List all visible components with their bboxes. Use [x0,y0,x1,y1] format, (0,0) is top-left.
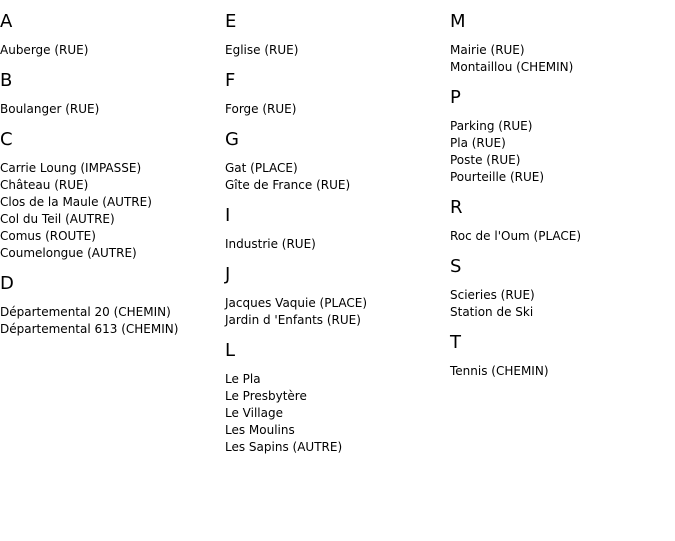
section-letter-g: G [225,129,239,150]
street-link[interactable]: Col du Teil (AUTRE) [0,212,115,226]
section-letter-p: P [450,87,461,108]
street-link[interactable]: Carrie Loung (IMPASSE) [0,161,142,175]
section-g [225,128,449,194]
street-index-column-1 [0,10,224,348]
street-link[interactable]: Château (RUE) [0,178,89,192]
street-link[interactable]: Gat (PLACE) [225,161,298,175]
section-letter-b: B [0,70,13,91]
street-link[interactable]: Eglise (RUE) [225,43,299,57]
street-link[interactable]: Roc de l'Oum (PLACE) [450,229,582,243]
street-index-column-2 [225,10,449,466]
street-link[interactable]: Auberge (RUE) [0,43,89,57]
section-letter-f: F [225,70,236,91]
section-letter-t: T [450,332,461,353]
street-link[interactable]: Les Moulins [225,423,295,437]
section-i [225,204,449,253]
section-letter-l: L [225,340,236,361]
street-link[interactable]: Coumelongue (AUTRE) [0,246,137,260]
street-link[interactable]: Poste (RUE) [450,153,521,167]
section-letter-i: I [225,205,231,226]
street-link[interactable]: Le Presbytère [225,389,307,403]
street-link[interactable]: Industrie (RUE) [225,237,316,251]
street-link[interactable]: Comus (ROUTE) [0,229,96,243]
street-link[interactable]: Le Pla [225,372,261,386]
street-link[interactable]: Le Village [225,406,283,420]
section-letter-d: D [0,273,14,294]
street-link[interactable]: Station de Ski [450,305,534,319]
section-d [0,272,224,338]
section-r [450,196,674,245]
street-link[interactable]: Pourteille (RUE) [450,170,545,184]
section-letter-s: S [450,256,462,277]
street-link[interactable]: Forge (RUE) [225,102,297,116]
section-j [225,263,449,329]
street-link[interactable]: Pla (RUE) [450,136,506,150]
street-link[interactable]: Jacques Vaquie (PLACE) [225,296,368,310]
section-b [0,69,224,118]
street-link[interactable]: Parking (RUE) [450,119,533,133]
street-link[interactable]: Montaillou (CHEMIN) [450,60,574,74]
section-letter-m: M [450,11,466,32]
street-link[interactable]: Tennis (CHEMIN) [450,364,549,378]
street-link[interactable]: Jardin d 'Enfants (RUE) [225,313,361,327]
section-e [225,10,449,59]
street-link[interactable]: Départemental 613 (CHEMIN) [0,322,179,336]
street-link[interactable]: Gîte de France (RUE) [225,178,351,192]
street-link[interactable]: Mairie (RUE) [450,43,525,57]
section-s [450,255,674,321]
section-c [0,128,224,262]
street-link[interactable]: Clos de la Maule (AUTRE) [0,195,152,209]
section-p [450,86,674,186]
section-l [225,339,449,456]
street-index-column-3 [450,10,674,390]
section-m [450,10,674,76]
street-link[interactable]: Départemental 20 (CHEMIN) [0,305,171,319]
section-letter-e: E [225,11,237,32]
street-link[interactable]: Les Sapins (AUTRE) [225,440,343,454]
section-t [450,331,674,380]
street-link[interactable]: Scieries (RUE) [450,288,535,302]
section-letter-j: J [225,264,231,285]
section-a [0,10,224,59]
section-f [225,69,449,118]
section-letter-a: A [0,11,13,32]
street-link[interactable]: Boulanger (RUE) [0,102,100,116]
section-letter-r: R [450,197,463,218]
section-letter-c: C [0,129,13,150]
